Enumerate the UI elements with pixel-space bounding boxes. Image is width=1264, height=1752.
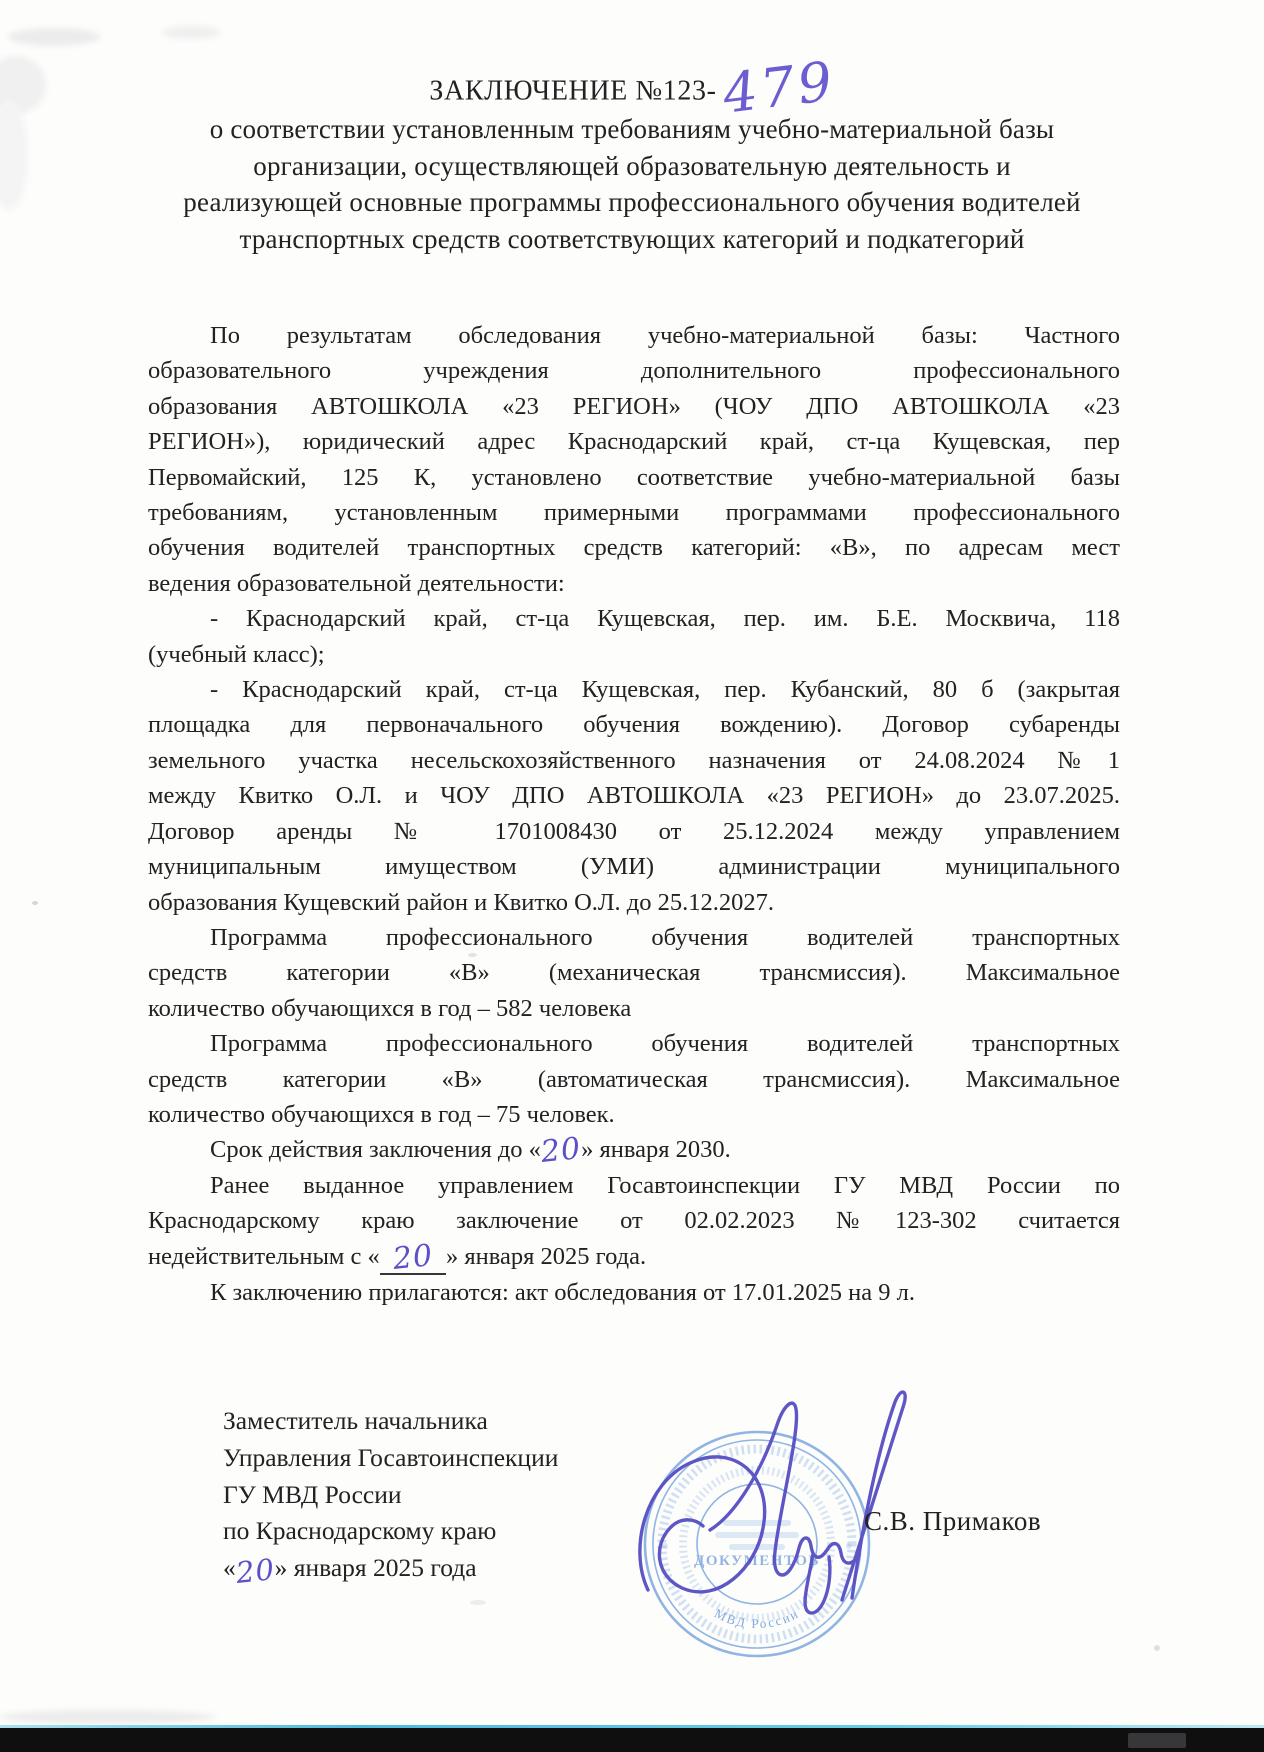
printed-text: образования АВТОШКОЛА «23 РЕГИОН» (ЧОУ ДПО АВТОШКОЛА «23	[148, 392, 1120, 420]
stamp-center-text: ДОКУМЕНТОВ	[694, 1553, 820, 1569]
subtitle-line: реализующей основные программы профессионального обучения водителей	[183, 187, 1081, 218]
handwritten-number-underlined	[380, 1237, 446, 1277]
printed-text: РЕГИОН»), юридический адрес Краснодарский край, ст-ца Кущевская, пер	[148, 428, 1120, 456]
signature-date-line	[223, 1550, 558, 1591]
body-line	[148, 849, 1120, 884]
printed-text: Первомайский, 125 К, установлено соответствие учебно-материальной базы	[148, 463, 1120, 491]
body-line	[148, 1239, 1120, 1275]
body-line	[148, 743, 1120, 778]
signature-block	[223, 1403, 559, 1591]
body-line	[148, 672, 1120, 707]
handwritten-day: 20	[234, 1552, 277, 1591]
body-line	[148, 1131, 1120, 1171]
printed-text: образовательного учреждения дополнительного профессионального	[148, 357, 1120, 385]
printed-text: площадка для первоначального обучения вождению). Договор субаренды	[148, 711, 1120, 739]
printed-text: Программа профессионального обучения водителей транспортных	[210, 923, 1120, 951]
printed-text: Ранее выданное управлением Госавтоинспекции ГУ МВД России по	[210, 1171, 1120, 1199]
scan-speck	[1154, 1645, 1160, 1651]
scan-edge-artifact	[0, 1728, 1264, 1752]
title-text: ЗАКЛЮЧЕНИЕ №123-	[429, 75, 717, 107]
body-line	[148, 814, 1120, 849]
subtitle-line: о соответствии установленным требованиям учебно-материальной базы	[209, 114, 1055, 144]
scan-speck	[470, 1600, 486, 1605]
signature-block-line: по Краснодарскому краю	[223, 1516, 497, 1546]
document-subtitle	[127, 111, 1137, 257]
body-line	[148, 991, 1120, 1026]
printed-text: К заключению прилагаются: акт обследования от 17.01.2025 на 9 л.	[210, 1278, 915, 1306]
printed-text: - Краснодарский край, ст-ца Кущевская, пер. им. Б.Е. Москвича, 118	[210, 605, 1120, 633]
subtitle-line: транспортных средств соответствующих категорий и подкатегорий	[239, 223, 1025, 254]
body-line	[148, 1026, 1120, 1061]
scan-smudge	[162, 26, 220, 39]
printed-text: » января 2025 года.	[446, 1242, 647, 1270]
body-line	[148, 778, 1120, 813]
body-line	[148, 353, 1120, 388]
signature-block-line: ГУ МВД России	[223, 1479, 402, 1509]
printed-text: средств категории «В» (механическая трансмиссия). Максимальное	[148, 959, 1120, 987]
printed-text: По результатам обследования учебно-материальной базы: Частного	[210, 322, 1120, 349]
printed-text: количество обучающихся в год – 582 человека	[148, 994, 632, 1022]
printed-text: - Краснодарский край, ст-ца Кущевская, пер. Кубанский, 80 б (закрытая	[210, 676, 1120, 704]
printed-text: обучения водителей транспортных средств категорий: «В», по адресам мест	[148, 534, 1120, 562]
body-line	[148, 707, 1120, 742]
printed-text: ведения образовательной деятельности:	[148, 569, 565, 597]
printed-text: муниципальным имуществом (УМИ) администрации муниципального	[148, 853, 1120, 881]
printed-text: » января 2030.	[581, 1136, 731, 1164]
body-line	[148, 637, 1120, 672]
printed-text: «	[223, 1553, 236, 1583]
body-line	[148, 1275, 1120, 1310]
body-line	[148, 318, 1120, 353]
printed-text: Программа профессионального обучения водителей транспортных	[210, 1030, 1120, 1058]
body-line	[148, 495, 1120, 530]
signature-block-line: Заместитель начальника	[223, 1406, 488, 1435]
body-line	[148, 885, 1120, 920]
body-line	[148, 920, 1120, 955]
printed-text: средств категории «В» (автоматическая трансмиссия). Максимальное	[148, 1065, 1120, 1093]
printed-text: Срок действия заключения до «	[210, 1136, 541, 1164]
scan-smudge	[8, 28, 100, 46]
printed-text: образования Кущевский район и Квитко О.Л. до 25.12.2027.	[148, 888, 775, 916]
scan-edge-artifact-patch	[1128, 1733, 1186, 1748]
handwritten-number: 20	[539, 1131, 583, 1171]
body-line	[148, 1203, 1120, 1238]
handwritten-number: 20	[391, 1237, 435, 1277]
body-line	[148, 601, 1120, 636]
body-line	[148, 424, 1120, 459]
printed-text: » января 2025 года	[274, 1553, 477, 1583]
stamp-bottom-arc-text: МВД России	[712, 1605, 802, 1632]
body-line	[148, 389, 1120, 424]
signature-block-line: Управления Госавтоинспекции	[223, 1442, 559, 1472]
body-line	[148, 1062, 1120, 1097]
body-line	[148, 460, 1120, 495]
printed-text: недействительным с «	[148, 1242, 380, 1270]
body-line	[148, 530, 1120, 565]
signature-stroke	[805, 1554, 830, 1613]
printed-text: количество обучающихся в год – 75 человек.	[148, 1100, 615, 1128]
handwritten-case-number: 479	[719, 49, 839, 126]
scan-smudge	[0, 1710, 215, 1724]
printed-text: требованиям, установленным примерными программами профессионального	[148, 499, 1120, 527]
body-line	[148, 566, 1120, 601]
signer-name: С.В. Примаков	[864, 1506, 1042, 1536]
printed-text: Краснодарскому краю заключение от 02.02.2023 №123-302 считается	[148, 1207, 1120, 1235]
scan-speck	[32, 901, 38, 905]
printed-text: (учебный класс);	[148, 640, 325, 668]
printed-text: Договор аренды № 1701008430 от 25.12.2024 между управлением	[148, 817, 1120, 845]
printed-text: между Квитко О.Л. и ЧОУ ДПО АВТОШКОЛА «23 РЕГИОН» до 23.07.2025.	[148, 782, 1120, 810]
body-line	[148, 1168, 1120, 1203]
signature-stroke	[640, 1457, 765, 1592]
signature-stroke	[710, 1403, 859, 1575]
body-line	[148, 955, 1120, 990]
body-line	[148, 1097, 1120, 1132]
signature-stroke	[842, 1392, 905, 1600]
document-body	[148, 318, 1120, 1310]
subtitle-line: организации, осуществляющей образовательную деятельность и	[253, 150, 1011, 181]
printed-text: земельного участка несельскохозяйственного назначения от 24.08.2024 №1	[148, 746, 1120, 774]
